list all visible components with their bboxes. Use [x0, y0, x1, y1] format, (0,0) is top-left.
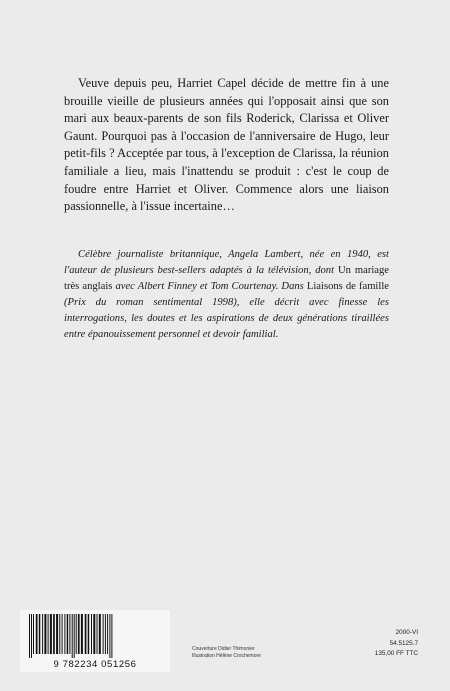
bio-text-1: Célèbre journaliste britannique, Angela Lambert, née en 1940, est l'auteur de plusieurs best-sellers adaptés à la télévision, dont [64, 249, 389, 276]
barcode-bar [64, 614, 65, 654]
barcode-bar [31, 614, 32, 658]
publisher-codes [328, 628, 418, 660]
credit-illustration: Illustration Hélène Crochemore [192, 652, 261, 659]
barcode-bar [74, 614, 75, 658]
barcode-bar [44, 614, 46, 654]
bio-text-2: avec Albert Finney et Tom Courtenay. Dans [115, 281, 304, 292]
barcode-bar [93, 614, 95, 654]
barcode-bar [59, 614, 60, 654]
author-biography [64, 247, 389, 343]
barcode-bar [78, 614, 80, 654]
barcode-bar [85, 614, 87, 654]
price-label: 135,00 FF TTC [374, 650, 418, 657]
barcode-bar [39, 614, 41, 654]
isbn-barcode [20, 610, 170, 672]
bio-book-title-2: Liaisons de famille [303, 281, 389, 292]
barcode-bar [76, 614, 77, 654]
barcode-bar [105, 614, 106, 654]
barcode-bar [33, 614, 34, 654]
barcode-bar [53, 614, 55, 654]
barcode-bar [56, 614, 58, 654]
barcode-bar [62, 614, 63, 654]
barcode-bar [72, 614, 73, 658]
barcode-bar [69, 614, 70, 654]
barcode-bar [111, 614, 112, 658]
edition-code: 2000-VI [395, 629, 418, 636]
barcode-bar [91, 614, 92, 654]
barcode-bar [67, 614, 69, 654]
reference-code: 54.5125.7 [389, 639, 418, 647]
back-cover-summary: Veuve depuis peu, Harriet Capel décide de mettre fin à une brouille vieille de plusieurs années qui l'opposait ainsi que son mari aux beaux-parents de son fils Roderick, Clarissa et Oliver Gaunt. Pourquoi pas à l'occasion de l'anniversaire de Hugo, leur petit-fils ? Acceptée par tous, à l'exception de Clarissa, la réunion familiale a lieu, mais l'inattendu se produit : c'est le coup de foudre entre Harriet et Oliver. Commence alors une liaison passionnelle, à l'issue incertaine… [64, 76, 389, 214]
barcode-bar [36, 614, 38, 654]
barcode-bar [88, 614, 90, 654]
barcode-bar [48, 614, 49, 654]
barcode-bar [97, 614, 98, 654]
barcode-bar [99, 614, 101, 654]
isbn-digits: 9 782234 051256 [53, 659, 137, 670]
barcode-bar [81, 614, 83, 654]
barcode-bar [50, 614, 52, 654]
barcode-bar [107, 614, 108, 654]
bio-text-3: (Prix du roman sentimental 1998), elle décrit avec finesse les interrogations, les doutes et les aspirations de deux générations tiraillées entre épanouissement personnel et devoir familial. [64, 297, 389, 340]
barcode-bar [42, 614, 43, 654]
bio-book-title-1: Un mariage très anglais [64, 265, 390, 292]
barcode-bar [29, 614, 30, 658]
barcode-bars [27, 614, 163, 658]
credit-cover: Couverture Didier Thimonier [192, 646, 255, 652]
barcode-bar [103, 614, 104, 654]
cover-credits [192, 646, 302, 659]
barcode-bar [109, 614, 110, 658]
